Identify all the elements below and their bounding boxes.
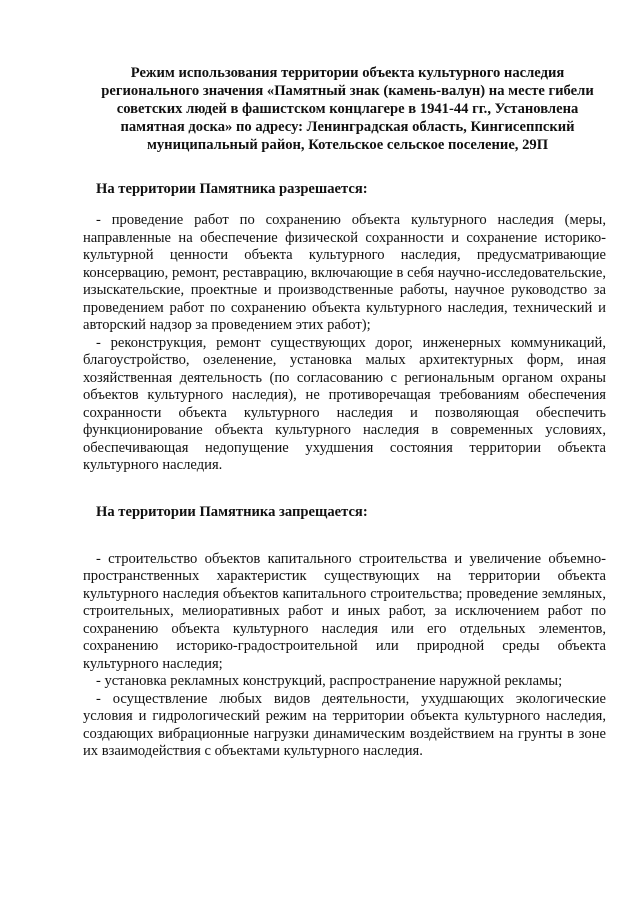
- prohibited-item: - строительство объектов капитального строительства и увеличение объемно-пространственных характеристик существующих на территории объекта культурного наследия объектов капитального строительства; проведение земляных, строительных, мелиоративных работ и иных работ, за исключением работ по сохранению объекта культурного наследия или его отдельных элементов, сохранению историко-градостроительной или природной среды объекта культурного наследия;: [83, 550, 606, 672]
- allowed-item: - проведение работ по сохранению объекта культурного наследия (меры, направленные на обеспечение физической сохранности и сохранение историко-культурной ценности объекта культурного наследия, предусматривающие консервацию, ремонт, реставрацию, включающие в себя научно-исследовательские, изыскательские, проектные и производственные работы, научное руководство за проведением работ по сохранению объекта культурного наследия, технический и авторский надзор за проведением этих работ);: [83, 212, 606, 333]
- prohibited-item: - установка рекламных конструкций, распространение наружной рекламы;: [96, 673, 563, 689]
- prohibited-item: - осуществление любых видов деятельности, ухудшающих экологические условия и гидрологический режим на территории объекта культурного наследия, создающих вибрационные нагрузки динамическим воздействием на грунты в зоне их взаимодействия с объектами культурного наследия.: [83, 690, 606, 759]
- document-title: Режим использования территории объекта культурного наследия регионального значения «Памятный знак (камень-валун) на месте гибели советских людей в фашистском концлагере в 1941-44 гг., Установлена памятная доска» по адресу: Ленинградская область, Кингисеппский муниципальный район, Котельское сельское поселение, 29П: [101, 65, 594, 153]
- allowed-item: - реконструкция, ремонт существующих дорог, инженерных коммуникаций, благоустройство, озеленение, установка малых архитектурных форм, иная хозяйственная деятельность (по согласованию с региональным органом охраны объектов культурного наследия), не противоречащая требованиям обеспечения сохранности объекта культурного наследия и позволяющая обеспечить функционирование объекта культурного наследия в современных условиях, обеспечивающая недопущение ухудшения состояния территории объекта культурного наследия.: [83, 334, 606, 473]
- allowed-section: [83, 180, 606, 475]
- prohibited-heading: На территории Памятника запрещается:: [96, 503, 368, 520]
- prohibited-section: [83, 503, 606, 761]
- allowed-heading: На территории Памятника разрешается:: [96, 181, 368, 197]
